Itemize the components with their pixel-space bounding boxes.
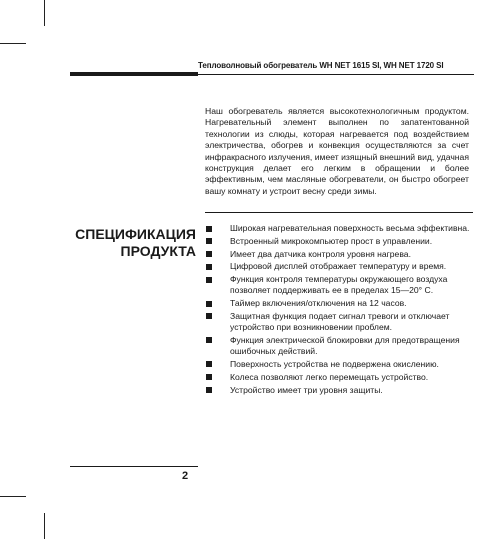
feature-item [205,359,473,370]
feature-item [205,249,473,260]
square-bullet-icon [206,337,212,343]
crop-mark-left-bottom [0,496,26,497]
spec-heading-line-1: СПЕЦИФИКАЦИЯ [75,226,196,242]
feature-text: Широкая нагревательная поверхность весьма эффективна. [230,223,470,233]
header-rule-thin [198,74,474,75]
square-bullet-icon [206,361,212,367]
header-title: Тепловолновый обогреватель WH NET 1615 SI, WH NET 1720 SI [198,61,444,70]
feature-item [205,236,473,247]
feature-text: Цифровой дисплей отображает температуру и время. [230,261,447,272]
crop-mark-top-left [44,0,45,26]
square-bullet-icon [206,264,212,270]
spec-heading [66,226,196,260]
square-bullet-icon [206,374,212,380]
square-bullet-icon [206,226,212,232]
feature-item [205,311,473,333]
feature-text: Устройство имеет три уровня защиты. [230,384,383,395]
section-divider [205,212,473,213]
intro-paragraph: Наш обогреватель является высокотехнологичным продуктом. Нагревательный элемент выполнен по запатентованной технологии из слюды, которая нагревается под воздействием электричества, обогрев и конвекция осуществляются за счет инфракрасного излучения, имеет изящный внешний вид, удачная конструкция делает его легким в обращении и более эффективным, чем масляные обогреватели, он быстро обогреет вашу комнату и устроит весну среди зимы. [205,106,469,196]
feature-item [205,274,473,296]
square-bullet-icon [206,277,212,283]
feature-text: Колеса позволяют легко перемещать устройство. [230,371,429,382]
feature-item [205,223,473,234]
feature-text: Функция электрической блокировки для предотвращения ошибочных действий. [230,334,460,357]
square-bullet-icon [206,238,212,244]
feature-text: Функция контроля температуры окружающего воздуха позволяет поддерживать ее в пределах 15—20° С. [230,274,448,296]
spec-heading-line-2: ПРОДУКТА [120,243,196,259]
feature-item [205,372,473,383]
header-rule-thick [70,72,198,76]
feature-list [205,223,473,397]
feature-text: Поверхность устройства не подвержена окислению. [230,358,439,369]
feature-item [205,385,473,396]
square-bullet-icon [206,301,212,307]
square-bullet-icon [206,387,212,393]
feature-item [205,298,473,309]
crop-mark-left-top [0,43,26,44]
square-bullet-icon [206,313,212,319]
feature-item [205,261,473,272]
feature-item [205,335,473,357]
feature-text: Встроенный микрокомпьютер прост в управлении. [230,235,433,246]
page-number: 2 [182,470,189,482]
square-bullet-icon [206,251,212,257]
feature-text: Имеет два датчика контроля уровня нагрева. [230,248,411,259]
footer-rule [70,466,198,467]
feature-text: Защитная функция подает сигнал тревоги и отключает устройство при возникновении проблем. [230,310,450,333]
crop-mark-bottom-left [44,513,45,539]
feature-text: Таймер включения/отключения на 12 часов. [230,298,407,309]
